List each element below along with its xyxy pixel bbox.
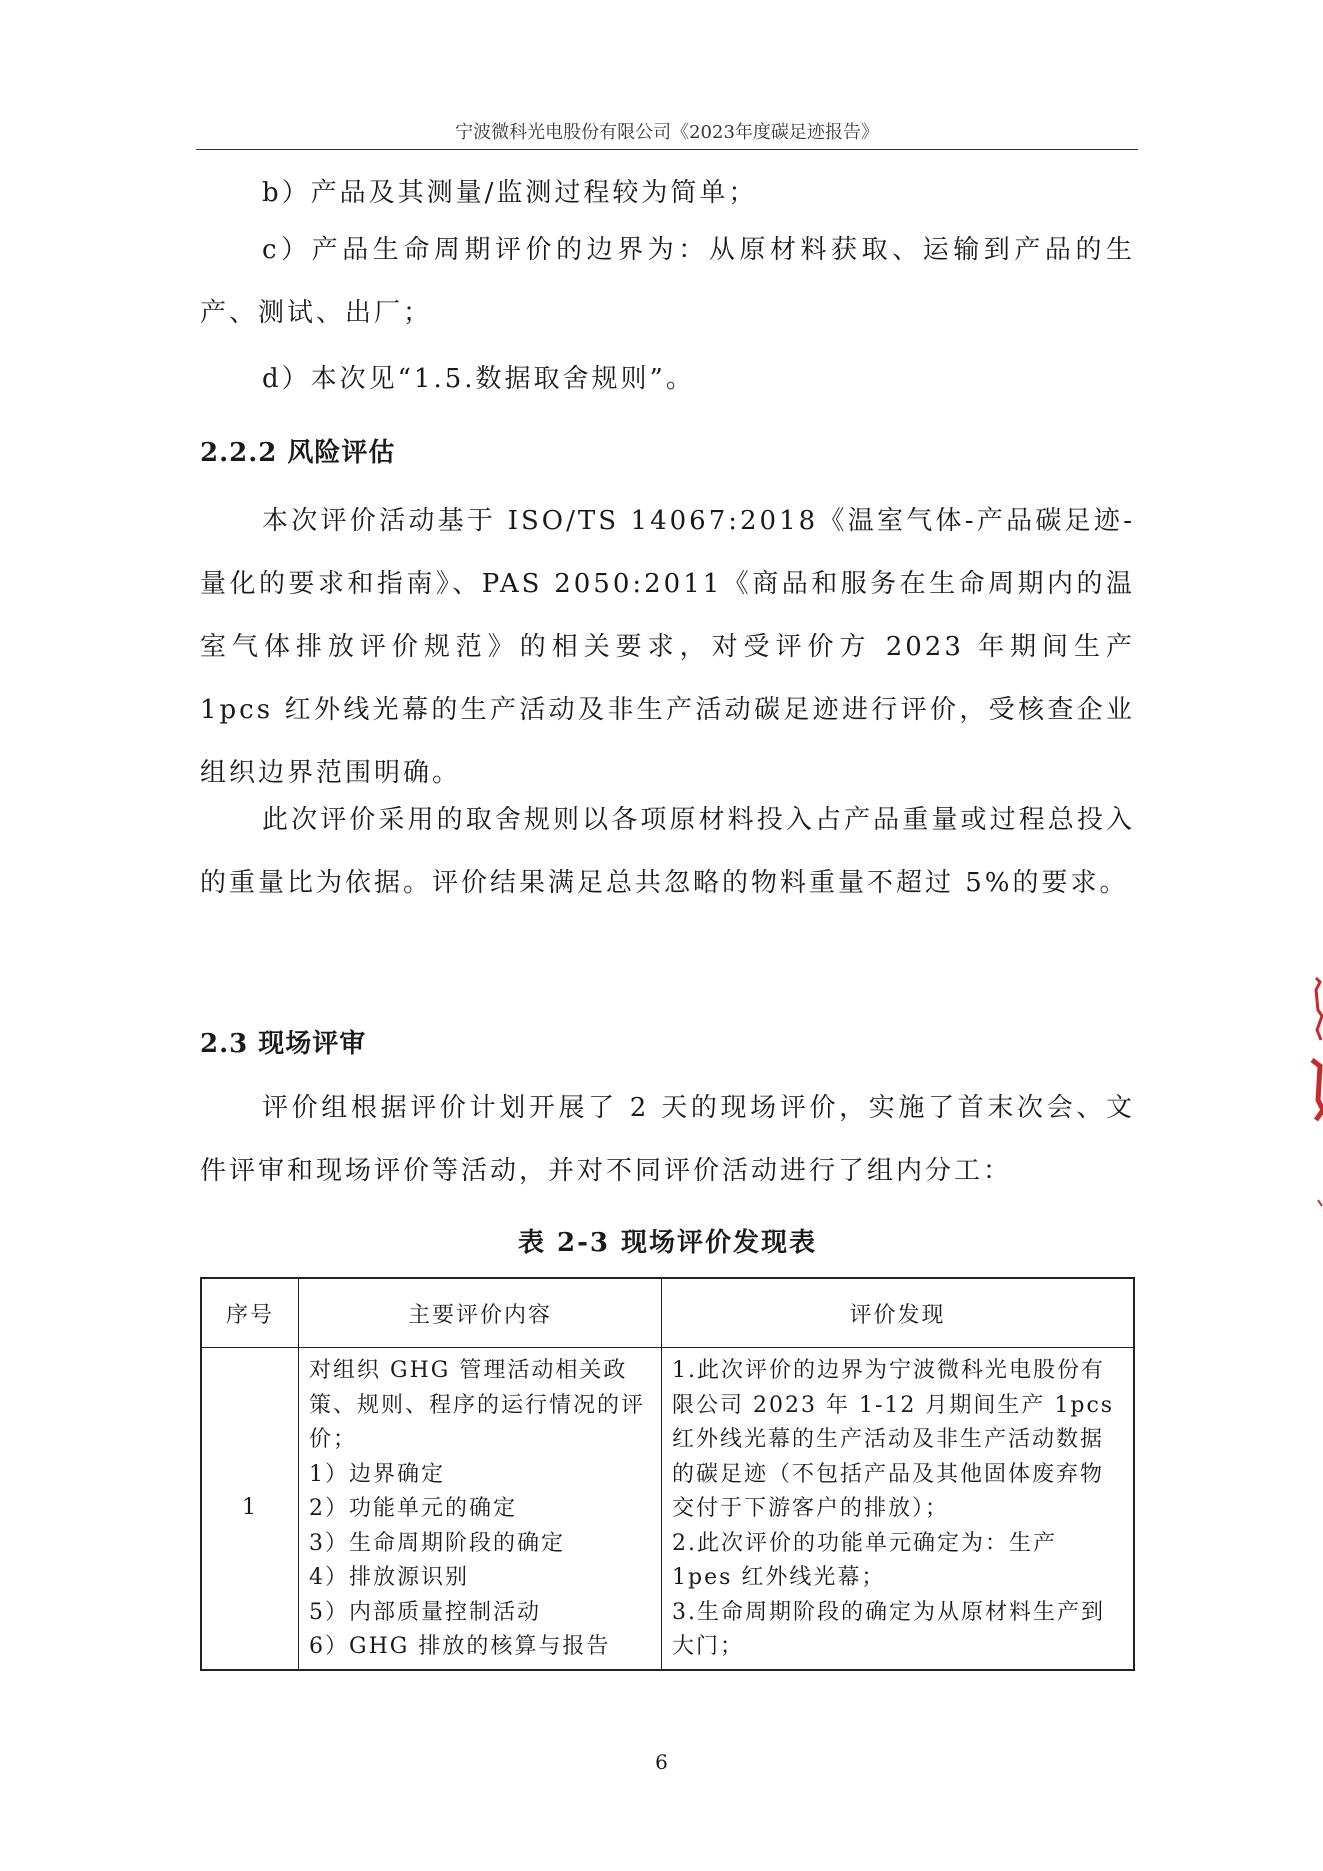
table-row [201, 1348, 1134, 1670]
content-line: 对组织 GHG 管理活动相关政策、规则、程序的运行情况的评价； [309, 1358, 646, 1452]
paragraph-b: b）产品及其测量/监测过程较为简单； [262, 178, 758, 208]
finding-line: 1.此次评价的边界为宁波微科光电股份有限公司 2023 年 1-12 月期间生产 1pcs 红外线光幕的生产活动及非生产活动数据的碳足迹（不包括产品及其他固体废弃物交付于下游客户的排放）； [672, 1358, 1115, 1521]
content-line: 1）边界确定 [309, 1461, 445, 1487]
table-header-row [201, 1278, 1134, 1348]
paragraph-c: c）产品生命周期评价的边界为：从原材料获取、运输到产品的生产、测试、出厂； [200, 235, 1135, 328]
content-line: 5）内部质量控制活动 [309, 1599, 541, 1625]
header-cell-findings: 评价发现 [662, 1278, 1135, 1348]
running-header: 宁波微科光电股份有限公司《2023年度碳足迹报告》 [455, 122, 879, 143]
header-cell-index: 序号 [201, 1278, 299, 1348]
content-line: 6）GHG 排放的核算与报告 [309, 1634, 611, 1659]
content-line: 3）生命周期阶段的确定 [309, 1530, 565, 1556]
header-cell-content: 主要评价内容 [299, 1278, 662, 1348]
risk-assessment-paragraph-2: 此次评价采用的取舍规则以各项原材料投入占产品重量或过程总投入的重量比为依据。评价结果满足总共忽略的物料重量不超过 5%的要求。 [200, 805, 1135, 898]
table-caption: 表 2-3 现场评价发现表 [517, 1228, 818, 1258]
header-divider [196, 149, 1138, 150]
section-heading-2-2-2: 2.2.2 风险评估 [200, 438, 396, 468]
paragraph-d: d）本次见“1.5.数据取舍规则”。 [262, 364, 695, 394]
seal-stamp-fragment [1298, 970, 1323, 1230]
risk-assessment-paragraph-1: 本次评价活动基于 ISO/TS 14067:2018《温室气体-产品碳足迹-量化的要求和指南》、PAS 2050:2011《商品和服务在生命周期内的温室气体排放评价规范》的相关要求，对受评价方 2023 年期间生产 1pcs 红外线光幕的生产活动及非生产活动碳足迹进行评价，受核查企业组织边界范围明确。 [200, 506, 1135, 788]
section-heading-2-3: 2.3 现场评审 [200, 1029, 367, 1059]
row-findings-cell [662, 1348, 1135, 1670]
page-number: 6 [655, 1750, 668, 1774]
site-review-paragraph: 评价组根据评价计划开展了 2 天的现场评价，实施了首末次会、文件评审和现场评价等活动，并对不同评价活动进行了组内分工： [200, 1093, 1135, 1186]
row-content-cell [299, 1348, 662, 1670]
findings-table [200, 1277, 1135, 1671]
content-line: 2）功能单元的确定 [309, 1496, 517, 1521]
finding-line: 2.此次评价的功能单元确定为：生产 1pes 红外线光幕； [672, 1530, 1057, 1590]
row-index: 1 [201, 1348, 299, 1670]
content-line: 4）排放源识别 [309, 1565, 469, 1590]
finding-line: 3.生命周期阶段的确定为从原材料生产到大门； [672, 1599, 1105, 1659]
